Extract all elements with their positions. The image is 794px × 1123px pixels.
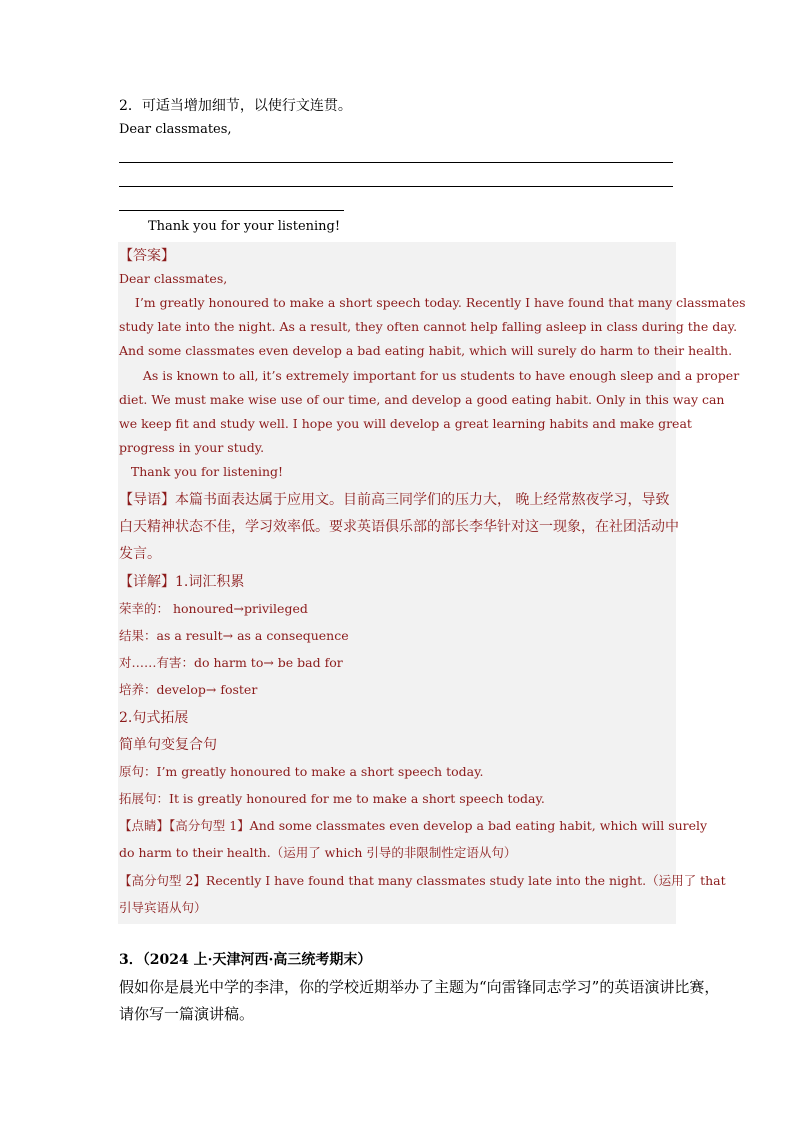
guide-line-1: 【导语】本篇书面表达属于应用文。目前高三同学们的压力大， 晚上经常熬夜学习，导致 xyxy=(119,492,670,508)
original-sentence: 原句：I’m greatly honoured to make a short speech today. xyxy=(119,764,484,779)
salutation: Dear classmates, xyxy=(119,122,232,137)
guide-line-3: 发言。 xyxy=(119,546,161,562)
answer-line: diet. We must make wise use of our time, and develop a good eating habit. Only in this way can xyxy=(119,392,725,407)
highlight-line-1: 【点睛】【高分句型 1】And some classmates even develop a bad eating habit, which will surely xyxy=(119,818,708,833)
detail-title: 【详解】1.词汇积累 xyxy=(119,574,245,590)
answer-salutation: Dear classmates, xyxy=(119,271,228,286)
highlight2-line-2: 引导宾语从句） xyxy=(119,900,207,915)
question-3-line-2: 请你写一篇演讲稿。 xyxy=(119,1005,255,1023)
answer-line: we keep fit and study well. I hope you will develop a great learning habits and make great xyxy=(119,416,692,431)
highlight-line-2: do harm to their health.（运用了 which 引导的非限制性定语从句） xyxy=(119,845,517,860)
highlight2-line-1: 【高分句型 2】Recently I have found that many classmates study late into the night.（运用了 that xyxy=(119,873,726,888)
requirement-2: 2．可适当增加细节，以使行文连贯。 xyxy=(119,98,352,114)
writing-line-1 xyxy=(119,162,673,163)
vocab-item: 培养：develop→ foster xyxy=(119,682,258,697)
vocab-item: 结果：as a result→ as a consequence xyxy=(119,628,349,643)
answer-line: Thank you for listening! xyxy=(119,464,284,479)
guide-line-2: 白天精神状态不佳，学习效率低。要求英语俱乐部的部长李华针对这一现象，在社团活动中 xyxy=(119,519,679,535)
writing-line-2 xyxy=(119,186,673,187)
question-3-line-1: 假如你是晨光中学的李津，你的学校近期举办了主题为“向雷锋同志学习”的英语演讲比赛， xyxy=(119,978,720,996)
answer-line: As is known to all, it’s extremely important for us students to have enough sleep and a proper xyxy=(119,368,740,383)
writing-line-3 xyxy=(119,210,344,211)
expanded-sentence: 拓展句：It is greatly honoured for me to make a short speech today. xyxy=(119,791,545,806)
answer-tag: 【答案】 xyxy=(119,248,175,264)
answer-line: And some classmates even develop a bad eating habit, which will surely do harm to their health. xyxy=(119,343,733,358)
answer-line: progress in your study. xyxy=(119,440,265,455)
question-3-header: 3．（2024 上·天津河西·高三统考期末） xyxy=(119,952,372,968)
vocab-item: 荣幸的： honoured→privileged xyxy=(119,601,308,616)
answer-line: I’m greatly honoured to make a short speech today. Recently I have found that many classmates xyxy=(119,295,746,310)
vocab-item: 对……有害：do harm to→ be bad for xyxy=(119,655,343,670)
closing: Thank you for your listening! xyxy=(148,219,341,234)
answer-line: study late into the night. As a result, they often cannot help falling asleep in class during the day. xyxy=(119,319,738,334)
sentence-subtitle: 简单句变复合句 xyxy=(119,737,217,753)
sentence-title: 2.句式拓展 xyxy=(119,710,189,726)
